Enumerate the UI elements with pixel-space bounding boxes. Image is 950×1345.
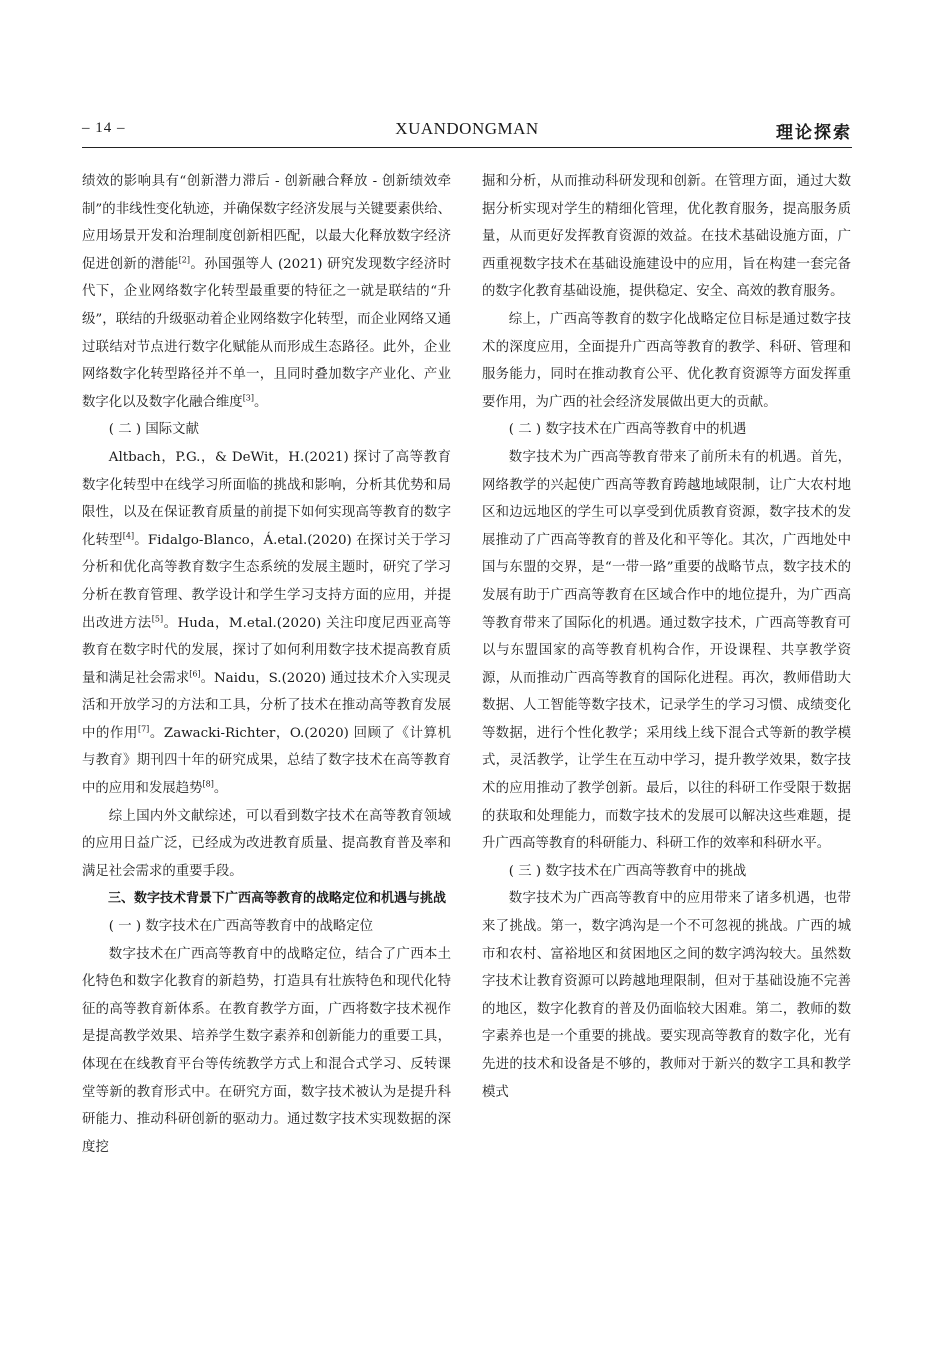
text-run: Altbach，P.G.，& DeWit，H.(2021) 探讨了高等教育数字化转型中在线学习所面临的挑战和影响，分析其优势和局限性，以及在保证教育质量的前提下如何实现高等教育的数字化转型 (82, 449, 451, 548)
paragraph-opportunities: 数字技术为广西高等教育带来了前所未有的机遇。首先，网络教学的兴起使广西高等教育跨越地域限制，让广大农村地区和边远地区的学生可以享受到优质教育资源，数字技术的发展推动了广西高等教育的普及化和平等化。其次，广西地处中国与东盟的交界，是“一带一路”重要的战略节点，数字技术的发展有助于广西高等教育在区域合作中的地位提升，为广西高等教育带来了国际化的机遇。通过数字技术，广西高等教育可以与东盟国家的高等教育机构合作，开设课程、共享教学资源，从而推动广西高等教育的国际化进程。再次，教师借助大数据、人工智能等数字技术，记录学生的学习习惯、成绩变化等数据，进行个性化教学；采用线上线下混合式等新的教学模式，灵活教学，让学生在互动中学习，提升教学效果，数字技术的应用推动了教学创新。最后，以往的科研工作受限于数据的获取和处理能力，而数字技术的发展可以解决这些难题，提升广西高等教育的科研能力、科研工作的效率和科研水平。 (482, 449, 851, 852)
citation-3: [3] (242, 393, 255, 403)
paragraph-continuation: 掘和分析，从而推动科研发现和创新。在管理方面，通过大数据分析实现对学生的精细化管理，优化教育服务，提高服务质量，从而更好发挥教育资源的效益。在技术基础设施方面，广西重视数字技术在基础设施建设中的应用，旨在构建一套完备的数字化教育基础设施，提供稳定、安全、高效的教育服务。 (482, 174, 851, 300)
text-run: 。Huda，M.etal.(2020) 关注印度尼西亚高等教育在数字时代的发展，探讨了如何利用数字技术提高教育质量和满足社会需求 (82, 615, 452, 686)
paragraph-strategy-summary: 综上，广西高等教育的数字化战略定位目标是通过数字技术的深度应用，全面提升广西高等教育的教学、科研、管理和服务能力，同时在推动教育公平、优化教育资源等方面发挥重要作用，为广西的社会经济发展做出更大的贡献。 (482, 311, 851, 410)
subheading-international-literature: ( 二 ) 国际文献 (108, 422, 199, 438)
subheading-strategic-positioning: ( 一 ) 数字技术在广西高等教育中的战略定位 (108, 919, 374, 935)
text-run: 。Naidu，S.(2020) 通过技术介入实现灵活和开放学习的方法和工具，分析了技术在推动高等教育发展中的作用 (82, 670, 451, 741)
paragraph-strategic-positioning: 数字技术在广西高等教育中的战略定位，结合了广西本土化特色和数字化教育的新趋势，打造具有壮族特色和现代化特征的高等教育新体系。在教育教学方面，广西将数字技术视作是提高教学效果、培养学生数字素养和创新能力的重要工具，体现在在线教育平台等传统教学方式上和混合式学习、反转课堂等新的教育形式中。在研究方面，数字技术被认为是提升科研能力、推动科研创新的驱动力。通过数字技术实现数据的深度挖 (82, 946, 451, 1155)
text-run: 。孙国强等人 (2021) 研究发现数字经济时代下，企业网络数字化转型最重要的特征之一就是联结的“升级”，联结的升级驱动着企业网络数字化转型，而企业网络又通过联结对节点进行数字化赋能从而形成生态路径。此外，企业网络数字化转型路径并不单一，且同时叠加数字产业化、产业数字化以及数字化融合维度 (82, 256, 451, 410)
section-title: 理论探索 (776, 123, 852, 143)
text-run: 。Zawacki-Richter，O.(2020) 回顾了《计算机与教育》期刊四十年的研究成果，总结了数字技术在高等教育中的应用和发展趋势 (82, 725, 451, 797)
left-column (82, 168, 451, 1161)
paragraph-international-review (82, 444, 451, 803)
subheading-challenges: ( 三 ) 数字技术在广西高等教育中的挑战 (508, 863, 747, 879)
text-run: 。Fidalgo-Blanco，Á.etal.(2020) 在探讨关于学习分析和优化高等教育数字生态系统的发展主题时，研究了学习分析在教育管理、教学设计和学生学习支持方面的应用，并提出改进方法 (82, 532, 452, 631)
citation-2: [2] (178, 255, 190, 265)
journal-name: XUANDONGMAN (395, 119, 539, 138)
page-number: – 14 – (82, 120, 126, 136)
citation-4: [4] (122, 531, 135, 541)
citation-5: [5] (151, 614, 164, 624)
text-run: 。 (254, 394, 268, 410)
paragraph-continuation (82, 168, 451, 416)
text-run: 绩效的影响具有“创新潜力滞后 - 创新融合释放 - 创新绩效牵制”的非线性变化轨迹，并确保数字经济发展与关键要素供给、应用场景开发和治理制度创新相匹配，以最大化释放数字经济促进创新的潜能 (82, 174, 451, 272)
citation-6: [6] (189, 669, 201, 679)
citation-7: [7] (137, 724, 150, 734)
citation-8: [8] (202, 779, 214, 789)
section-heading-3: 三、数字技术背景下广西高等教育的战略定位和机遇与挑战 (108, 891, 447, 907)
subheading-opportunities: ( 二 ) 数字技术在广西高等教育中的机遇 (508, 422, 747, 438)
page-header (82, 118, 852, 144)
paragraph-challenges: 数字技术为广西高等教育中的应用带来了诸多机遇，也带来了挑战。第一，数字鸿沟是一个不可忽视的挑战。广西的城市和农村、富裕地区和贫困地区之间的数字鸿沟较大。虽然数字技术让教育资源可以跨越地理限制，但对于基础设施不完善的地区，数字化教育的普及仍面临较大困难。第二，教师的数字素养也是一个重要的挑战。要实现高等教育的数字化，光有先进的技术和设备是不够的，教师对于新兴的数字工具和教学模式 (482, 891, 851, 1100)
right-column (482, 168, 851, 1106)
header-rule (82, 147, 852, 148)
text-run: 。 (213, 781, 228, 797)
paragraph-literature-summary: 综上国内外文献综述，可以看到数字技术在高等教育领域的应用日益广泛，已经成为改进教育质量、提高教育普及率和满足社会需求的重要手段。 (82, 808, 451, 879)
